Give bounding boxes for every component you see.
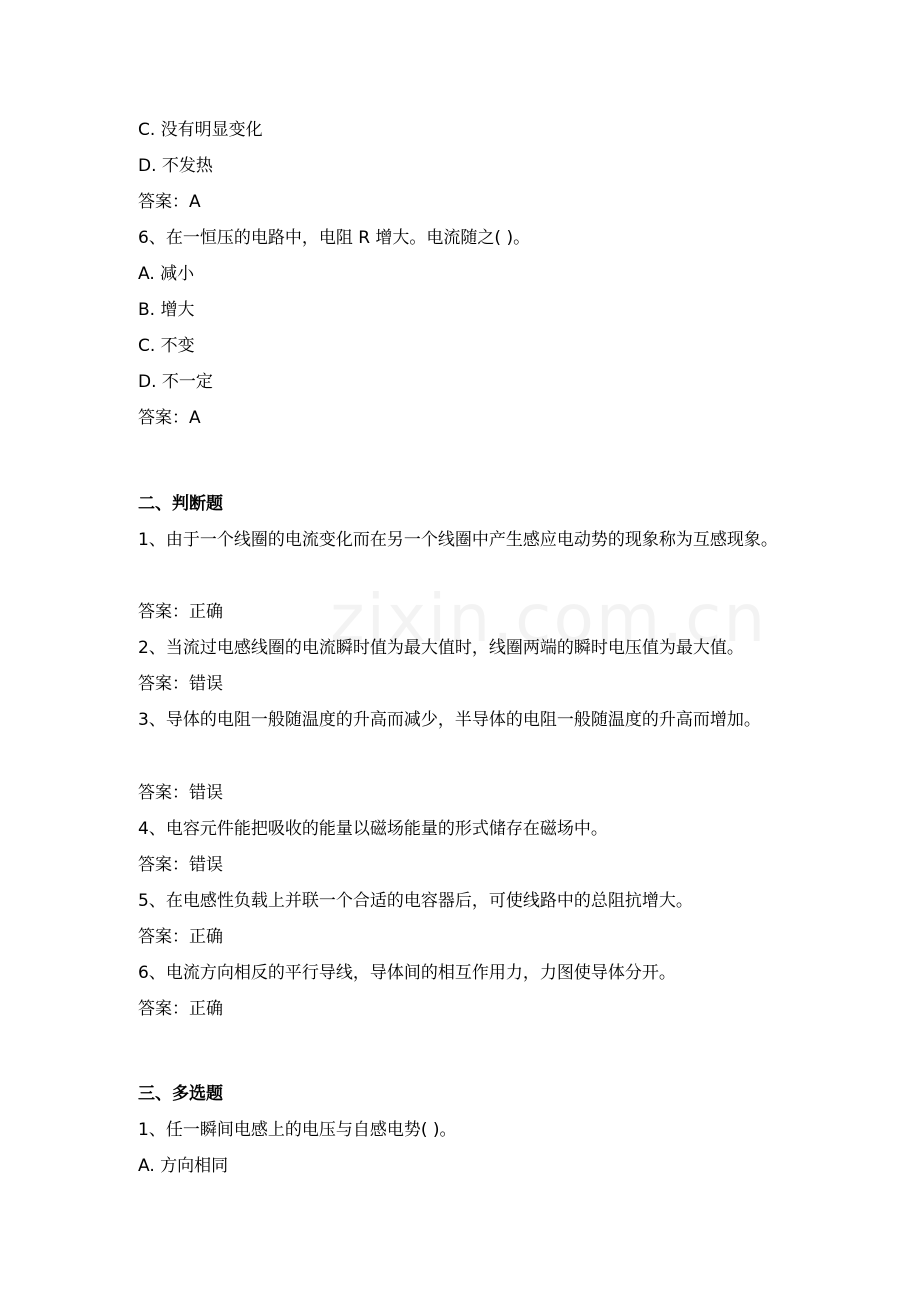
- section3-title: 三、多选题: [138, 1084, 223, 1104]
- judge-q2-answer: 答案：错误: [138, 674, 223, 694]
- multi-q1: 1、任一瞬间电感上的电压与自感电势( )。: [138, 1120, 457, 1140]
- q6-answer: 答案：A: [138, 408, 201, 428]
- judge-q4-answer: 答案：错误: [138, 855, 223, 875]
- q6-option-b: B. 增大: [138, 300, 195, 320]
- q5-option-c: C. 没有明显变化: [138, 120, 263, 140]
- q6-question: 6、在一恒压的电路中，电阻 R 增大。电流随之( )。: [138, 228, 531, 248]
- judge-q6: 6、电流方向相反的平行导线，导体间的相互作用力，力图使导体分开。: [138, 963, 676, 983]
- section2-title: 二、判断题: [138, 494, 223, 514]
- q5-option-d: D. 不发热: [138, 156, 213, 176]
- judge-q3: 3、导体的电阻一般随温度的升高而减少，半导体的电阻一般随温度的升高而增加。: [138, 710, 761, 730]
- q6-option-c: C. 不变: [138, 336, 195, 356]
- judge-q4: 4、电容元件能把吸收的能量以磁场能量的形式储存在磁场中。: [138, 819, 608, 839]
- judge-q1-answer: 答案：正确: [138, 602, 223, 622]
- multi-q1-option-a: A. 方向相同: [138, 1156, 229, 1176]
- judge-q2: 2、当流过电感线圈的电流瞬时值为最大值时，线圈两端的瞬时电压值为最大值。: [138, 638, 744, 658]
- q6-option-d: D. 不一定: [138, 372, 213, 392]
- q5-answer: 答案：A: [138, 192, 201, 212]
- judge-q5-answer: 答案：正确: [138, 927, 223, 947]
- q6-option-a: A. 减小: [138, 264, 195, 284]
- judge-q5: 5、在电感性负载上并联一个合适的电容器后，可使线路中的总阻抗增大。: [138, 891, 693, 911]
- judge-q3-answer: 答案：错误: [138, 783, 223, 803]
- judge-q1: 1、由于一个线圈的电流变化而在另一个线圈中产生感应电动势的现象称为互感现象。: [138, 530, 778, 550]
- judge-q6-answer: 答案：正确: [138, 999, 223, 1019]
